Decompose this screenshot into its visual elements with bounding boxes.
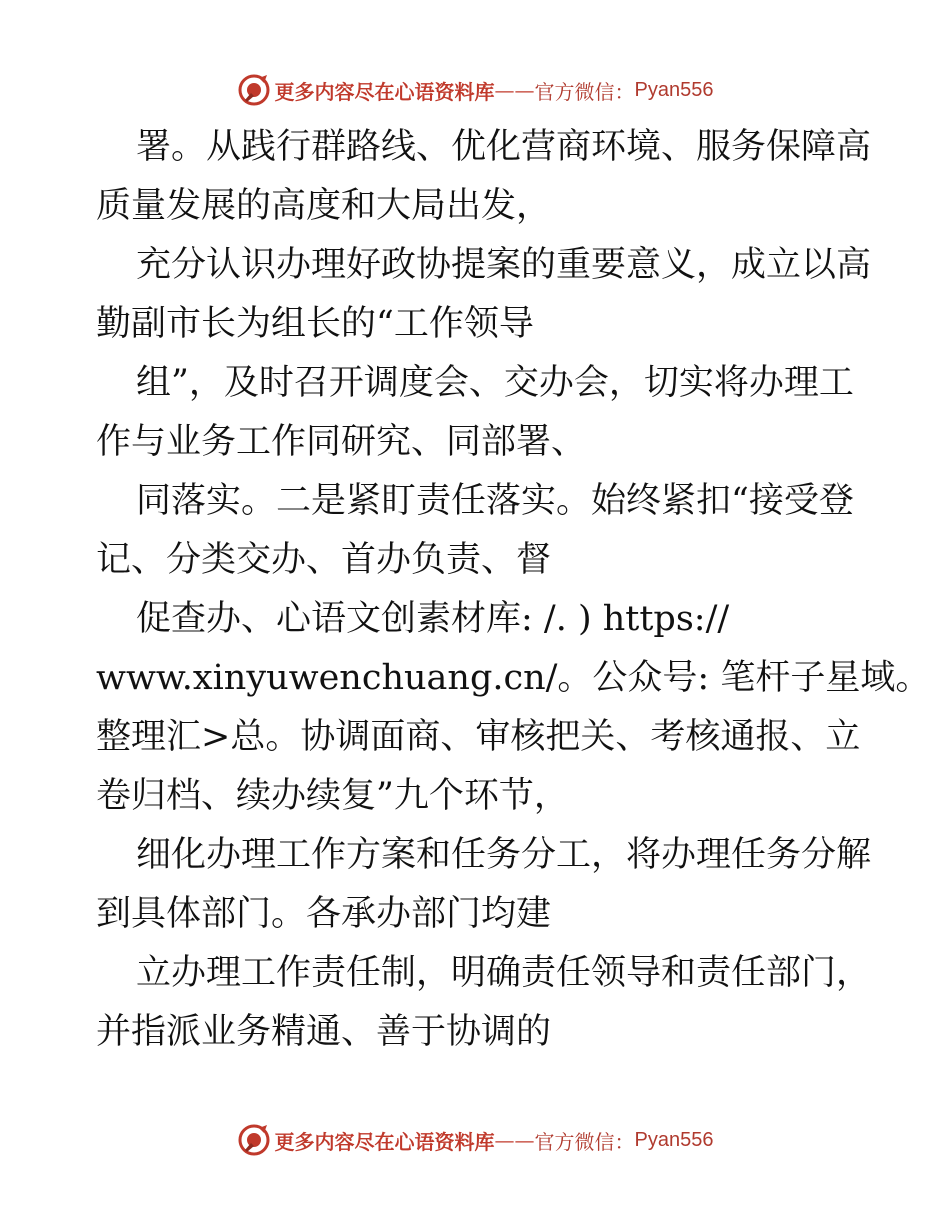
- banner-wechat-label: 官方微信：: [534, 79, 635, 104]
- text-line: 细化办理工作方案和任务分工，将办理任务分解: [136, 835, 872, 875]
- text-line: 同落实。二是紧盯责任落实。始终紧扣“接受登: [136, 481, 854, 521]
- text-line: 到具体部门。各承办部门均建: [96, 894, 552, 934]
- banner-dash: ——: [494, 78, 535, 102]
- text-line: 促查办、心语文创素材库: /. ) https://: [136, 599, 730, 639]
- text-line: 记、分类交办、首办负责、督: [96, 540, 552, 580]
- text-line: 整理汇>总。协调面商、审核把关、考核通报、立: [96, 717, 861, 757]
- text-line: 立办理工作责任制，明确责任领导和责任部门，: [136, 953, 872, 993]
- banner-main-text: 更多内容尽在心语资料库: [274, 1129, 495, 1154]
- text-line: 署。从践行群路线、优化营商环境、服务保障高: [136, 127, 872, 167]
- red-pen-circle-logo-icon: [237, 73, 271, 107]
- text-line: 勤副市长为组长的“工作领导: [96, 304, 534, 344]
- banner-wechat-label: 官方微信：: [534, 1129, 635, 1154]
- banner-main-text: 更多内容尽在心语资料库: [274, 79, 495, 104]
- text-line: 充分认识办理好政协提案的重要意义，成立以高: [136, 245, 872, 285]
- banner-dash: ——: [494, 1128, 535, 1152]
- text-line: www.xinyuwenchuang.cn/。公众号: 笔杆子星域。: [96, 658, 931, 698]
- text-line: 作与业务工作同研究、同部署、: [96, 422, 587, 462]
- document-body: [96, 118, 931, 1062]
- text-line: 质量发展的高度和大局出发，: [96, 186, 552, 226]
- red-pen-circle-logo-icon: [237, 1123, 271, 1157]
- text-line: 并指派业务精通、善于协调的: [96, 1012, 552, 1052]
- text-line: 卷归档、续办续复”九个环节，: [96, 776, 569, 816]
- header-banner: [0, 70, 950, 110]
- text-line: 组”，及时召开调度会、交办会，切实将办理工: [136, 363, 854, 403]
- banner-wechat-id: Pyan556: [634, 78, 714, 101]
- banner-wechat-id: Pyan556: [634, 1128, 714, 1151]
- footer-banner: [0, 1120, 950, 1160]
